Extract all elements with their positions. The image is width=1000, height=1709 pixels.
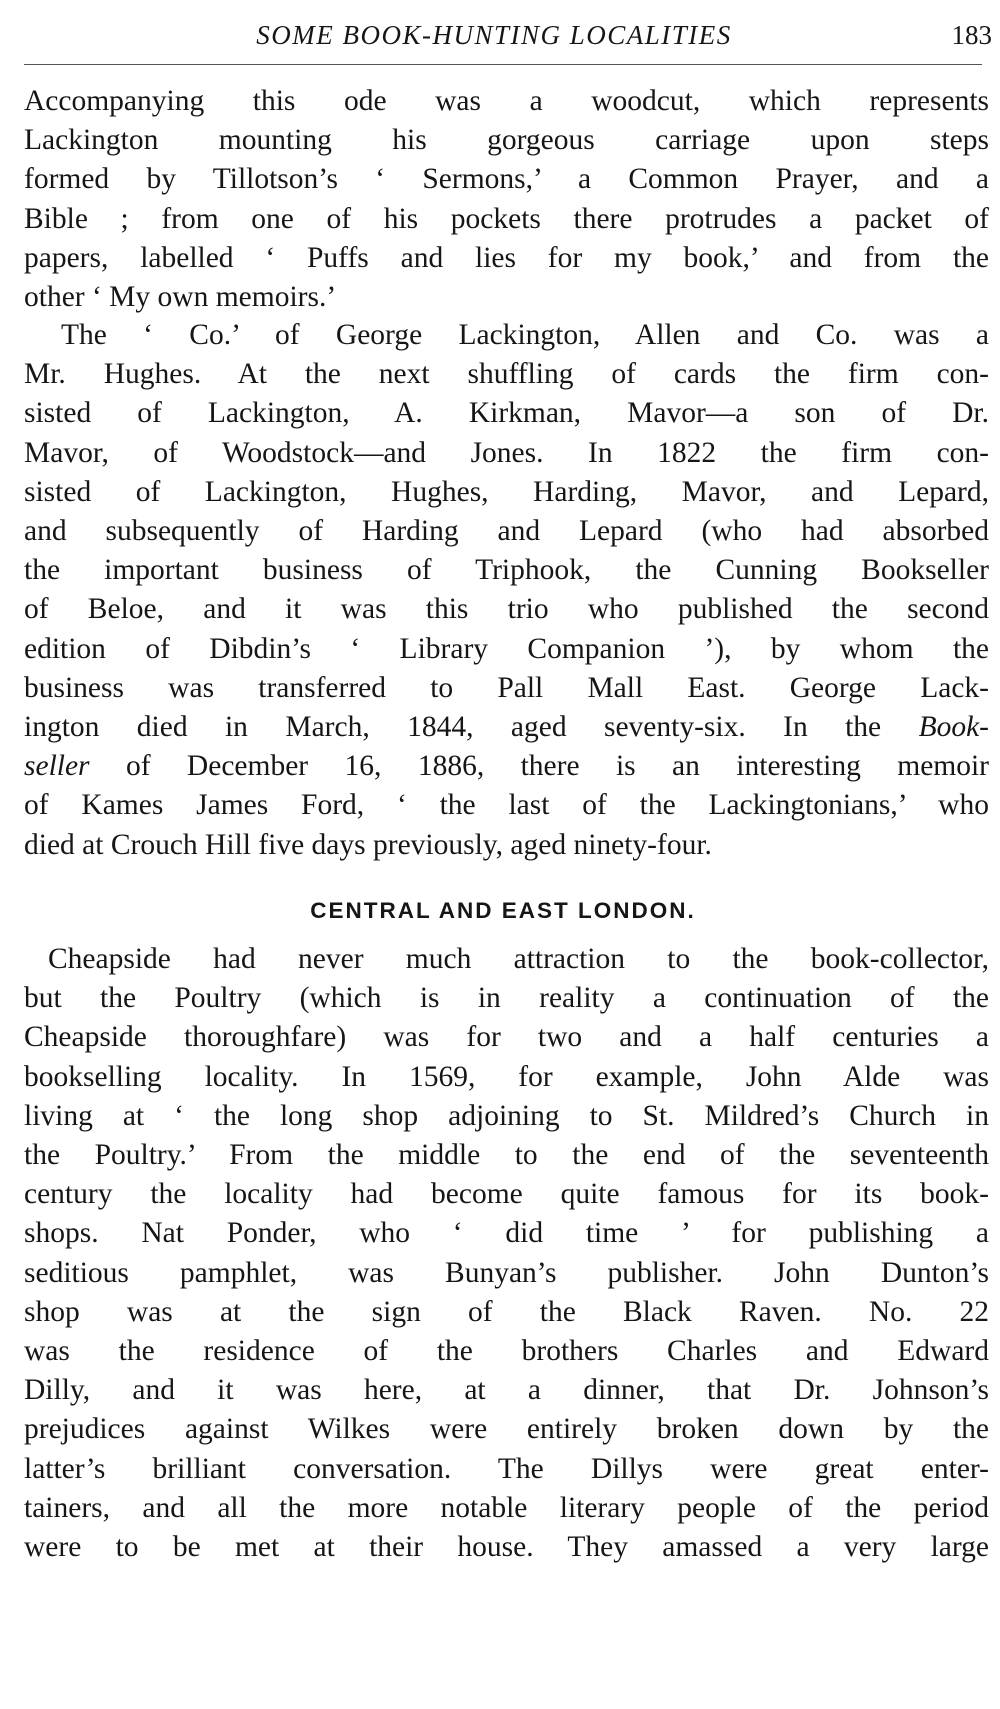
text-line: prejudices against Wilkes were entirely broken down by the xyxy=(24,1413,989,1446)
text-line: papers, labelled ‘ Puffs and lies for my book,’ and from the xyxy=(24,241,989,274)
text-line: Mr. Hughes. At the next shuffling of cards the firm con- xyxy=(24,358,989,391)
text-segment: ington died in March, 1844, aged seventy-six. In the xyxy=(24,711,919,744)
text-line: edition of Dibdin’s ‘ Library Companion ’), by whom the xyxy=(24,632,989,665)
paragraph-1 xyxy=(24,82,989,317)
text-line: business was transferred to Pall Mall East. George Lack- xyxy=(24,671,989,704)
text-line: was the residence of the brothers Charles and Edward xyxy=(24,1335,989,1368)
text-line: but the Poultry (which is in reality a continuation of the xyxy=(24,982,989,1015)
text-line: died at Crouch Hill five days previously, aged ninety-four. xyxy=(24,828,712,861)
running-head xyxy=(24,16,992,56)
text-line: shop was at the sign of the Black Raven. No. 22 xyxy=(24,1295,989,1328)
text-line: of Beloe, and it was this trio who published the second xyxy=(24,593,989,626)
text-line: Mavor, of Woodstock—and Jones. In 1822 the firm con- xyxy=(24,436,989,469)
text-line: of Kames James Ford, ‘ the last of the Lackingtonians,’ who xyxy=(24,789,989,822)
header-rule xyxy=(24,64,982,65)
text-line: living at ‘ the long shop adjoining to St. Mildred’s Church in xyxy=(24,1099,989,1132)
text-line: other ‘ My own memoirs.’ xyxy=(24,281,337,314)
paragraph-3 xyxy=(24,940,989,1567)
text-line: century the locality had become quite famous for its book- xyxy=(24,1178,989,1211)
text-line: shops. Nat Ponder, who ‘ did time ’ for publishing a xyxy=(24,1217,989,1250)
text-line: the Poultry.’ From the middle to the end of the seventeenth xyxy=(24,1139,989,1172)
text-line: Cheapside had never much attraction to the book-collector, xyxy=(48,943,989,975)
text-line: The ‘ Co.’ of George Lackington, Allen and Co. was a xyxy=(61,319,989,351)
text-line: Bible ; from one of his pockets there protrudes a packet of xyxy=(24,202,989,235)
text-line: Cheapside thoroughfare) was for two and a half centuries a xyxy=(24,1021,989,1054)
text-line: tainers, and all the more notable literary people of the period xyxy=(24,1491,989,1524)
text-line: formed by Tillotson’s ‘ Sermons,’ a Common Prayer, and a xyxy=(24,163,989,196)
text-line: Dilly, and it was here, at a dinner, that Dr. Johnson’s xyxy=(24,1374,989,1407)
text-segment: of December 16, 1886, there is an interesting memoir xyxy=(89,750,989,783)
text-line: bookselling locality. In 1569, for example, John Alde was xyxy=(24,1060,989,1093)
paragraph-2 xyxy=(24,316,989,865)
text-line: sisted of Lackington, A. Kirkman, Mavor—a son of Dr. xyxy=(24,397,989,430)
italic-title-fragment: Book- xyxy=(918,711,989,744)
text-line: the important business of Triphook, the Cunning Bookseller xyxy=(24,554,989,587)
text-line: and subsequently of Harding and Lepard (who had absorbed xyxy=(24,515,989,548)
text-line: were to be met at their house. They amassed a very large xyxy=(24,1531,989,1564)
text-line: Accompanying this ode was a woodcut, which represents xyxy=(24,85,989,117)
running-title: SOME BOOK-HUNTING LOCALITIES xyxy=(256,20,732,50)
text-line: seditious pamphlet, was Bunyan’s publisher. John Dunton’s xyxy=(24,1256,989,1289)
section-heading: CENTRAL AND EAST LONDON. xyxy=(310,898,696,923)
text-line: sisted of Lackington, Hughes, Harding, Mavor, and Lepard, xyxy=(24,475,989,508)
text-line: Lackington mounting his gorgeous carriage upon steps xyxy=(24,124,989,157)
text-line-mixed xyxy=(24,747,989,786)
text-line: latter’s brilliant conversation. The Dillys were great enter- xyxy=(24,1452,989,1485)
page-number: 183 xyxy=(951,20,992,50)
text-line-mixed xyxy=(24,708,989,747)
italic-title-fragment: seller xyxy=(24,750,90,783)
